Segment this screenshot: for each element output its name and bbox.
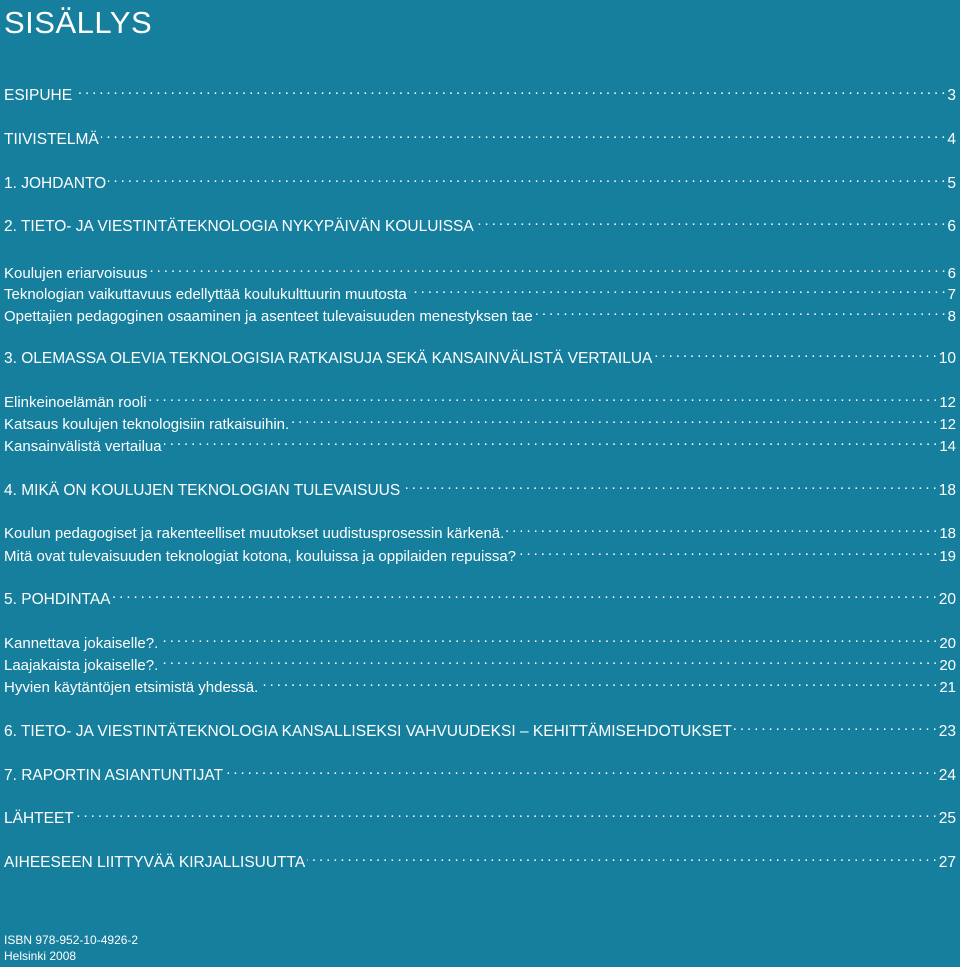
toc-entry-page: 6 [947,265,956,282]
toc-entry-section[interactable] [4,541,956,567]
dot-leader [734,716,937,736]
toc-entry-page: 18 [939,525,956,542]
toc-entry-section[interactable] [4,672,956,698]
toc-entry-page: 6 [947,218,956,235]
toc-entry-page: 3 [947,87,956,104]
toc-entry-chapter-2[interactable] [4,211,956,237]
toc-entry-label: Opettajien pedagoginen osaaminen ja asenteet tulevaisuuden menestyksen tae [4,308,533,325]
dot-leader [654,343,936,363]
dot-leader [164,431,938,451]
toc-entry-chapter-6[interactable] [4,716,956,742]
dot-leader [101,124,946,144]
dot-leader [506,518,937,538]
dot-leader [160,650,937,670]
dot-leader [149,387,938,407]
toc-entry-label: Elinkeinoelämän rooli [4,394,147,411]
toc-entry-page: 18 [938,482,956,499]
toc-entry-page: 8 [947,308,956,325]
toc-entry-page: 5 [947,175,956,192]
dot-leader [160,628,937,648]
toc-entry-page: 24 [938,767,956,784]
toc-entry-chapter-5[interactable] [4,584,956,610]
toc-entry-page: 25 [938,810,956,827]
toc-entry-label: Kannettava jokaiselle?. [4,635,159,652]
toc-entry-lahteet[interactable] [4,803,956,829]
toc-entry-page: 14 [939,438,956,455]
toc-entry-label: 1. JOHDANTO [4,175,107,192]
toc-entry-label: Mitä ovat tulevaisuuden teknologiat kotona, kouluissa ja oppilaiden repuissa? [4,548,516,565]
toc-entry-chapter-3[interactable] [4,343,956,369]
dot-leader [307,847,937,867]
toc-entry-page: 20 [939,657,956,674]
toc-entry-label: Kansainvälistä vertailua [4,438,162,455]
dot-leader [76,803,937,823]
toc-entry-chapter-4[interactable] [4,475,956,501]
toc-entry-label: Koulun pedagogiset ja rakenteelliset muutokset uudistusprosessin kärkenä. [4,525,505,542]
toc-entry-page: 12 [939,416,956,433]
toc-entry-label: TIIVISTELMÄ [4,131,99,148]
dot-leader [225,760,937,780]
isbn-text: ISBN 978-952-10-4926-2 [4,933,139,947]
toc-entry-label: 4. MIKÄ ON KOULUJEN TEKNOLOGIAN TULEVAISUUS [4,482,401,499]
publication-info [4,932,138,964]
place-year-text: Helsinki 2008 [4,949,77,963]
toc-entry-page: 20 [938,591,956,608]
toc-entry-label: ESIPUHE [4,87,73,104]
toc-entry-label: Laajakaista jokaiselle?. [4,657,159,674]
toc-entry-kirjallisuutta[interactable] [4,847,956,873]
toc-entry-label: 5. POHDINTAA [4,591,111,608]
toc-entry-label: Teknologian vaikuttavuus edellyttää koulukulttuurin muutosta [4,286,407,303]
toc-entry-section[interactable] [4,301,956,327]
dot-leader [113,584,937,604]
dot-leader [535,301,946,321]
toc-entry-page: 10 [938,350,956,367]
toc-entry-page: 21 [939,679,956,696]
dot-leader [518,541,937,561]
dot-leader [108,168,945,188]
toc-entry-chapter-1[interactable] [4,168,956,194]
dot-leader [476,211,946,231]
toc-entry-page: 7 [947,286,956,303]
toc-entry-label: 3. OLEMASSA OLEVIA TEKNOLOGISIA RATKAISUJA SEKÄ KANSAINVÄLISTÄ VERTAILUA [4,350,653,367]
toc-entry-section[interactable] [4,431,956,457]
dot-leader [74,80,945,100]
toc-entry-label: Hyvien käytäntöjen etsimistä yhdessä. [4,679,259,696]
dot-leader [402,475,937,495]
dot-leader [291,409,937,429]
dot-leader [260,672,937,692]
toc-entry-page: 19 [939,548,956,565]
toc-entry-chapter-7[interactable] [4,760,956,786]
dot-leader [409,279,946,299]
toc-entry-label: 2. TIETO- JA VIESTINTÄTEKNOLOGIA NYKYPÄIVÄN KOULUISSA [4,218,474,235]
toc-entry-esipuhe[interactable] [4,80,956,106]
toc-entry-page: 20 [939,635,956,652]
toc-entry-page: 23 [938,723,956,740]
toc-entry-page: 12 [939,394,956,411]
dot-leader [149,258,945,278]
toc-entry-page: 4 [947,131,956,148]
page-title: SISÄLLYS [4,5,153,40]
toc-entry-label: 6. TIETO- JA VIESTINTÄTEKNOLOGIA KANSALLISEKSI VAHVUUDEKSI – KEHITTÄMISEHDOTUKSET [4,723,732,740]
toc-entry-page: 27 [938,854,956,871]
toc-entry-label: 7. RAPORTIN ASIANTUNTIJAT [4,767,224,784]
toc-entry-tiivistelma[interactable] [4,124,956,150]
toc-entry-label: Koulujen eriarvoisuus [4,265,148,282]
toc-entry-label: AIHEESEEN LIITTYVÄÄ KIRJALLISUUTTA [4,854,306,871]
toc-entry-label: LÄHTEET [4,810,74,827]
toc-entry-label: Katsaus koulujen teknologisiin ratkaisuihin. [4,416,290,433]
